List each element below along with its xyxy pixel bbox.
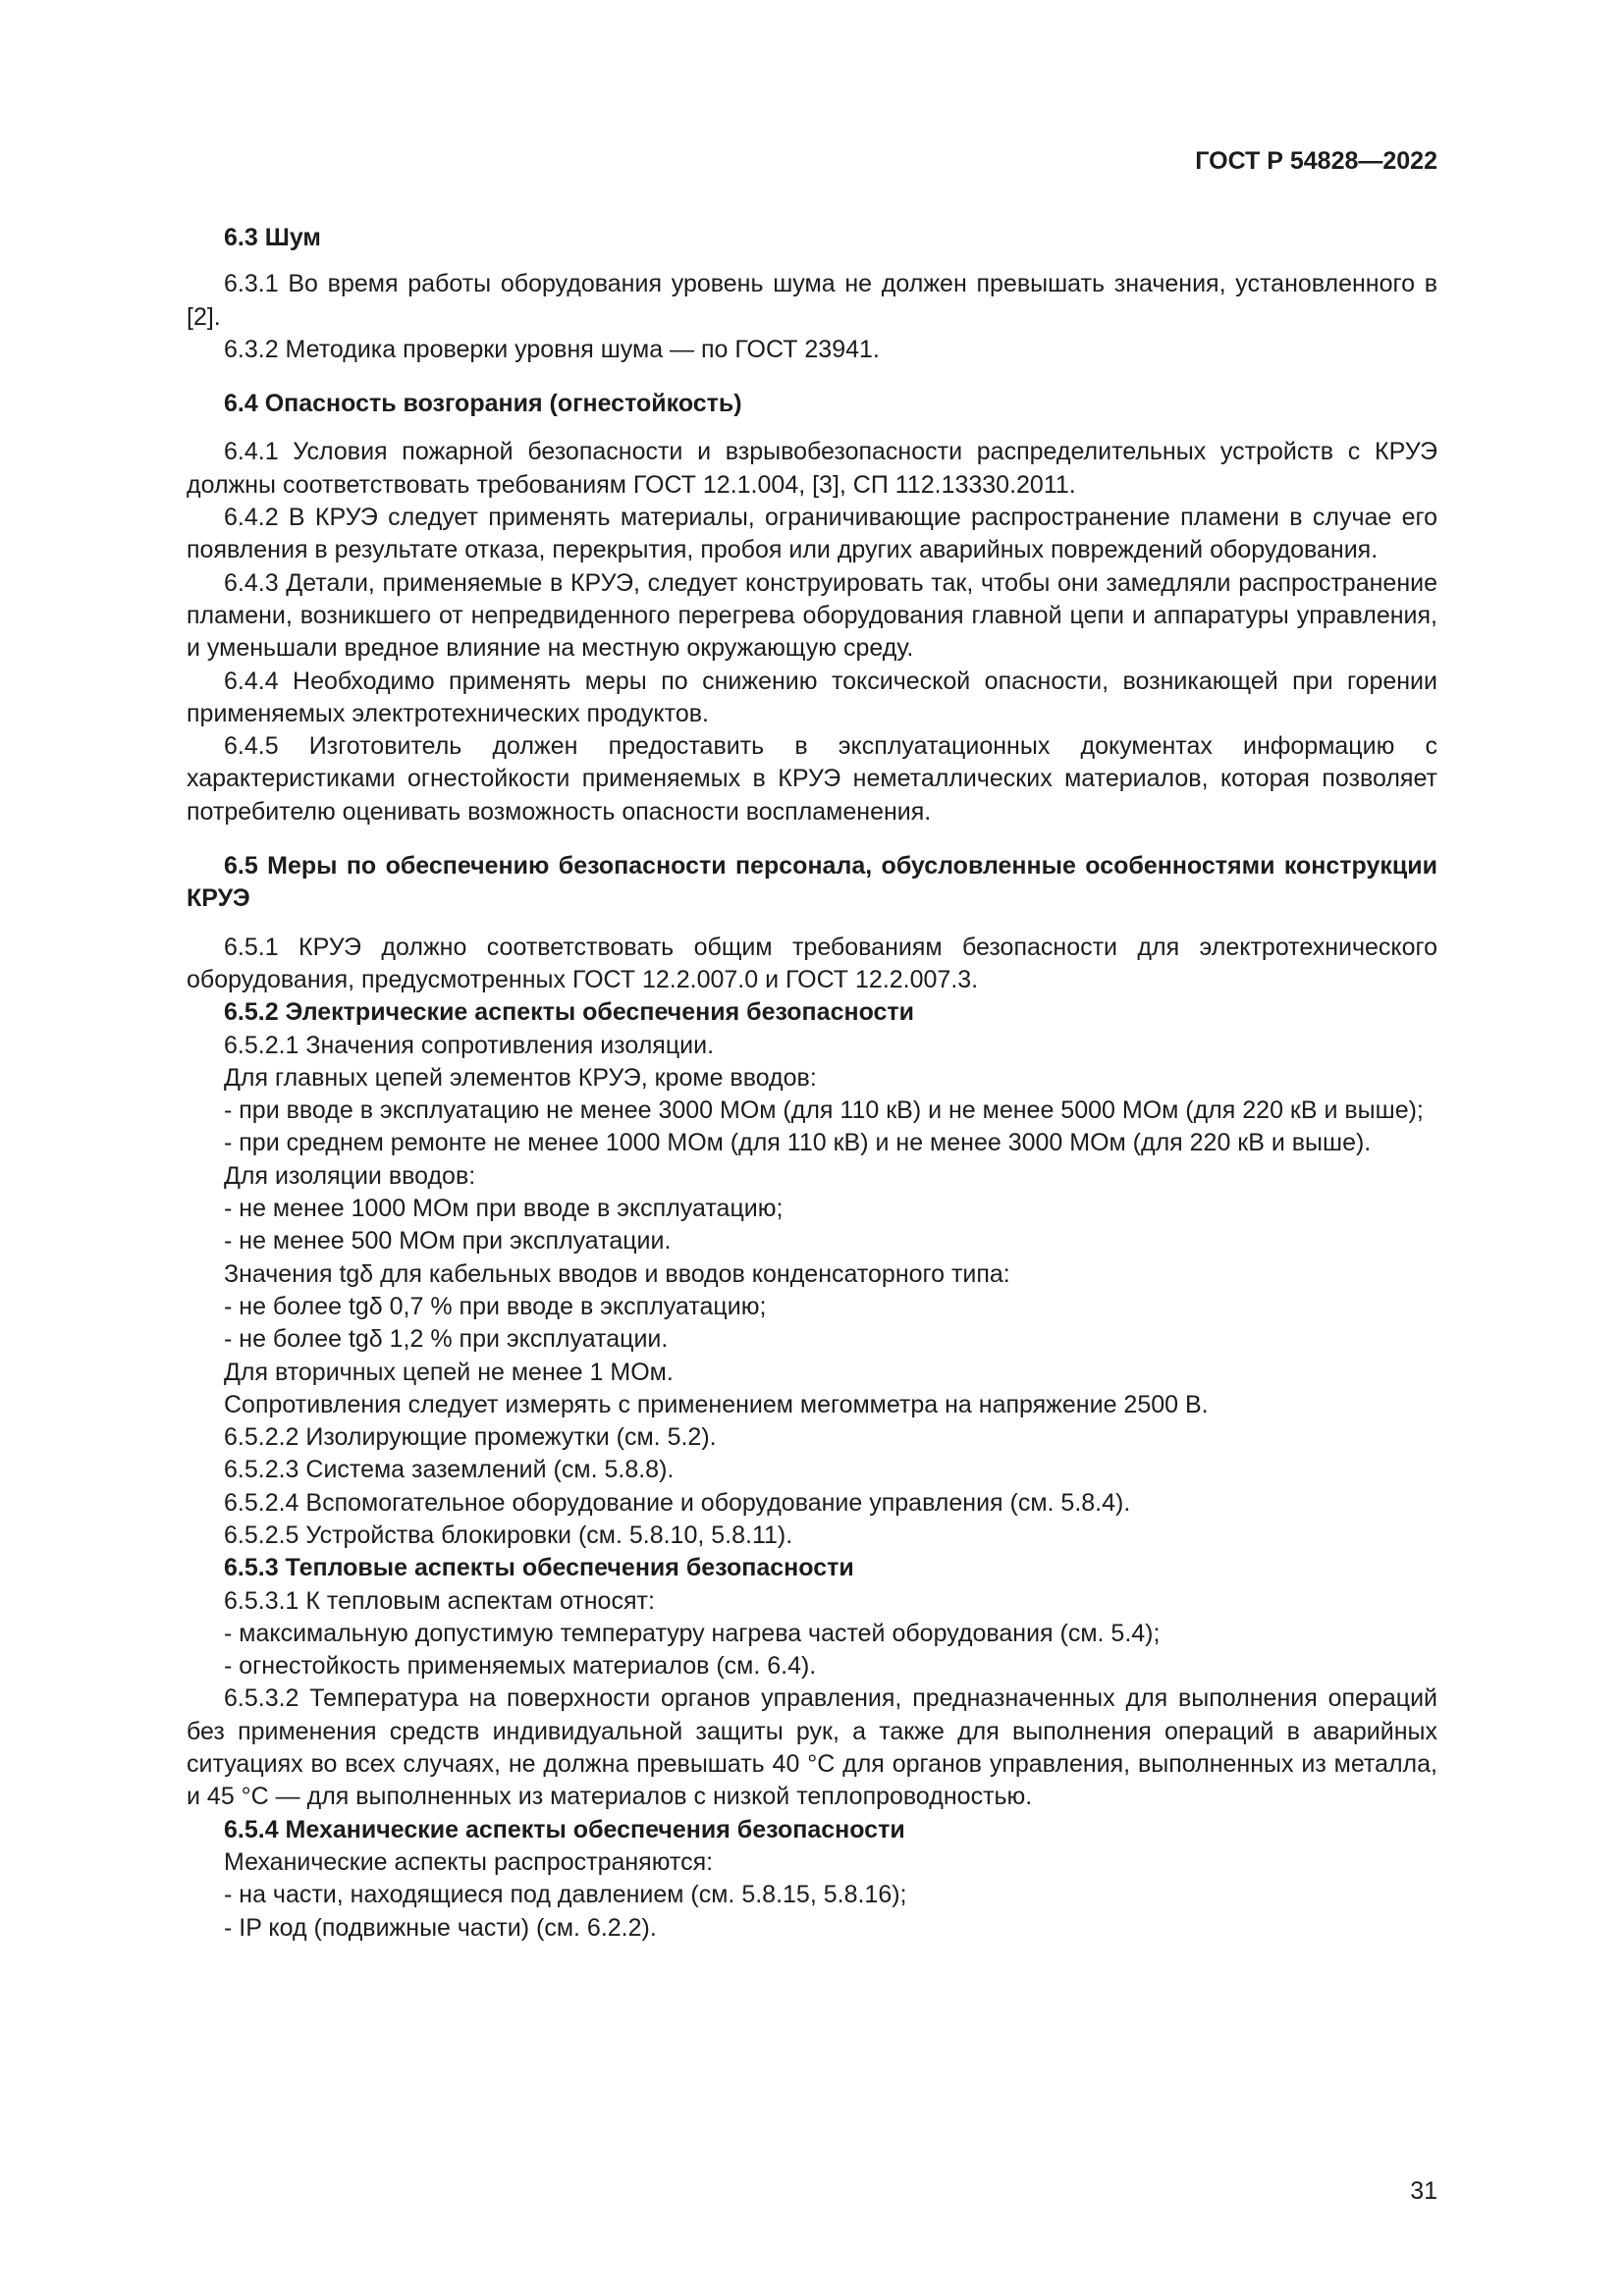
paragraph-6-5-2-3: 6.5.2.3 Система заземлений (см. 5.8.8). xyxy=(224,1456,675,1484)
paragraph-6-5-1: 6.5.1 КРУЭ должно соответствовать общим требованиям безопасности для электротехнического оборудования, предусмотренных ГОСТ 12.2.007.0 и ГОСТ 12.2.007.3. xyxy=(187,933,1437,993)
paragraph-6-4-2: 6.4.2 В КРУЭ следует применять материалы, ограничивающие распространение пламени в случае его появления в результате отказа, перекрытия, пробоя или других аварийных повреждений оборудования. xyxy=(187,504,1437,564)
list-item: - IP код (подвижные части) (см. 6.2.2). xyxy=(224,1913,657,1942)
subsection-heading-6-5-2: 6.5.2 Электрические аспекты обеспечения безопасности xyxy=(224,998,915,1027)
list-item: - при вводе в эксплуатацию не менее 3000 МОм (для 110 кВ) и не менее 5000 МОм (для 220 кВ и выше); xyxy=(224,1096,1424,1125)
text-line: Сопротивления следует измерять с применением мегомметра на напряжение 2500 В. xyxy=(224,1390,1209,1418)
document-header: ГОСТ Р 54828—2022 xyxy=(1195,147,1437,175)
text-line: Для вторичных цепей не менее 1 МОм. xyxy=(224,1358,674,1386)
subsection-heading-6-5-3: 6.5.3 Тепловые аспекты обеспечения безопасности xyxy=(224,1554,854,1582)
text-line: Значения tgδ для кабельных вводов и вводов конденсаторного типа: xyxy=(224,1259,1010,1288)
text-line: Механические аспекты распространяются: xyxy=(224,1847,714,1876)
list-item: - не более tgδ 1,2 % при эксплуатации. xyxy=(224,1325,669,1354)
list-item: - на части, находящиеся под давлением (см. 5.8.15, 5.8.16); xyxy=(224,1881,907,1909)
section-heading-6-3: 6.3 Шум xyxy=(224,224,321,251)
text-line: Для изоляции вводов: xyxy=(224,1161,476,1190)
paragraph-6-5-3-1: 6.5.3.1 К тепловым аспектам относят: xyxy=(224,1586,655,1615)
list-item: - не более tgδ 0,7 % при вводе в эксплуатацию; xyxy=(224,1292,767,1320)
paragraph-6-5-2-2: 6.5.2.2 Изолирующие промежутки (см. 5.2). xyxy=(224,1423,717,1452)
paragraph-6-3-2: 6.3.2 Методика проверки уровня шума — по ГОСТ 23941. xyxy=(224,335,880,363)
document-body xyxy=(187,222,1437,1945)
list-item: - при среднем ремонте не менее 1000 МОм (для 110 кВ) и не менее 3000 МОм (для 220 кВ и выше). xyxy=(224,1129,1372,1157)
paragraph-6-4-5: 6.4.5 Изготовитель должен предоставить в эксплуатационных документах информацию с характеристиками огнестойкости применяемых в КРУЭ неметаллических материалов, которая позволяет потребителю оценивать возможность опасности воспламенения. xyxy=(187,732,1437,826)
paragraph-6-5-2-5: 6.5.2.5 Устройства блокировки (см. 5.8.10, 5.8.11). xyxy=(224,1521,793,1549)
paragraph-6-5-2-4: 6.5.2.4 Вспомогательное оборудование и оборудование управления (см. 5.8.4). xyxy=(224,1488,1131,1517)
paragraph-6-4-4: 6.4.4 Необходимо применять меры по снижению токсической опасности, возникающей при горении применяемых электротехнических продуктов. xyxy=(187,667,1437,727)
paragraph-6-5-3-2: 6.5.3.2 Температура на поверхности органов управления, предназначенных для выполнения операций без применения средств индивидуальной защиты рук, а также для выполнения операций в аварийных ситуациях во всех случаях, не должна превышать 40 °С для органов управления, выполненных из металла, и 45 °С — для выполненных из материалов с низкой теплопроводностью. xyxy=(187,1684,1437,1811)
list-item: - не менее 1000 МОм при вводе в эксплуатацию; xyxy=(224,1195,784,1223)
paragraph-6-3-1: 6.3.1 Во время работы оборудования уровень шума не должен превышать значения, установленного в [2]. xyxy=(187,270,1437,331)
subsection-heading-6-5-4: 6.5.4 Механические аспекты обеспечения безопасности xyxy=(224,1815,905,1843)
list-item: - максимальную допустимую температуру нагрева частей оборудования (см. 5.4); xyxy=(224,1619,1161,1647)
section-heading-6-5: 6.5 Меры по обеспечению безопасности персонала, обусловленные особенностями конструкции КРУЭ xyxy=(187,852,1437,913)
list-item: - огнестойкость применяемых материалов (см. 6.4). xyxy=(224,1652,817,1681)
text-line: Для главных цепей элементов КРУЭ, кроме вводов: xyxy=(224,1063,817,1092)
paragraph-6-4-1: 6.4.1 Условия пожарной безопасности и взрывобезопасности распределительных устройств с КРУЭ должны соответствовать требованиям ГОСТ 12.1.004, [3], СП 112.13330.2011. xyxy=(187,438,1437,499)
section-heading-6-4: 6.4 Опасность возгорания (огнестойкость) xyxy=(224,390,742,418)
list-item: - не менее 500 МОм при эксплуатации. xyxy=(224,1227,672,1255)
page-number: 31 xyxy=(1410,2177,1437,2205)
paragraph-6-5-2-1: 6.5.2.1 Значения сопротивления изоляции. xyxy=(224,1031,715,1059)
paragraph-6-4-3: 6.4.3 Детали, применяемые в КРУЭ, следует конструировать так, чтобы они замедляли распространение пламени, возникшего от непредвиденного перегрева оборудования главной цепи и аппаратуры управления, и уменьшали вредное влияние на местную окружающую среду. xyxy=(187,568,1437,663)
